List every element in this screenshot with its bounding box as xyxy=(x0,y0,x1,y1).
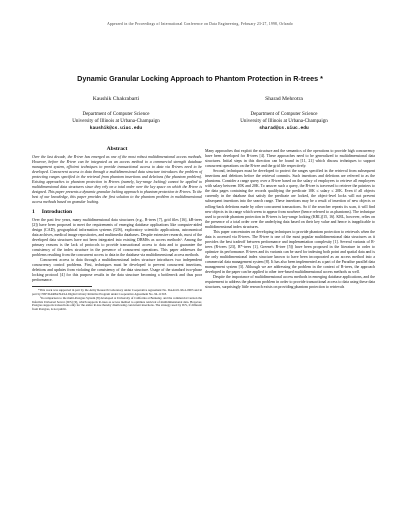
author-email: kaushik@cs.uiuc.edu xyxy=(89,126,143,131)
footnote-rule xyxy=(32,286,92,287)
intro-paragraph-2: Concurrent access to data through a multidimensional index structure introduces two independent concurrency control problems. First, techniques must be developed to prevent concurrent insertions, deletions and updates from violating the consistency of the data structure. Usage of the standard two-phase locking protocol [4] for this purpose results in the data structure becoming a bottleneck and thus poor performance. xyxy=(32,257,202,283)
section-number: 1 xyxy=(32,208,35,215)
left-column xyxy=(32,147,202,312)
right-paragraph-2: Second, techniques must be developed to protect the ranges specified in the retrieval from subsequent insertions and deletions before the retrieval commits. Such insertions and deletions are referred to as the phantoms. Consider a range query over a B-tree based on the salary of employees to retrieve all employees with salary between 10K and 20K. To answer such a query, the B-tree is traversed to retrieve the pointers to the data pages containing the records qualifying the predicate 10K ≤ salary ≤ 20K. Even if all objects currently in the database that satisfy the predicate are locked, the object-level locks will not prevent subsequent insertions into the search range. These insertions may be a result of insertion of new objects or rolling-back deletions made by other concurrent transactions. So if the searcher repeats its scan, it will find new objects in its range which seem to appear from nowhere (hence referred to as phantoms). The technique used to provide phantom protection in B-trees is key-range locking (KRL)[15, 16]. KRL, however, relies on the presence of a total order over the underlying data based on their key value and hence is inapplicable to multidimensional index structures. xyxy=(205,169,375,229)
author-block xyxy=(36,96,364,142)
right-paragraph-1: Many approaches that exploit the structure and the semantics of the operations to provide high concurrency have been developed for B-trees [4]. These approaches need to be generalized to multidimensional data structures. Initial steps in this direction can be found in [11, 21] which discuss techniques to support concurrent operations on the R-tree and the grid file respectively. xyxy=(205,149,375,169)
right-paragraph-4: Despite the importance of multidimensional access methods in emerging database applications, and the requirement to address the phantom problem in order to provide transactional access to data using these data structures, surprisingly little research exists on providing phantom protection to retrievals xyxy=(205,275,375,290)
author-dept: Department of Computer Science xyxy=(250,112,318,117)
author-univ: University of Illinois at Urbana-Champaign xyxy=(72,119,160,124)
author-email: sharad@cs.uiuc.edu xyxy=(259,126,309,131)
footnote-2: ¹In comparison to the multi-Postgres System [8] developed at University of California at Berkeley, and the commercial version the Informix Universal Server (IUS) [9], which supports R-trees as access method to optimize retrieval of multidimensional data. However, Postgres supports transactions only for the entire R-tree thereby disallowing concurrent insertions. The strategy used by IUS, if different from Postgres, is not public. xyxy=(32,295,202,312)
footnote-1: *This work was supported in part by the Army Research Laboratory under Cooperative Agreement No. DAAL01-96-2-0003 and in part by NSF/DARPA/NASA Digital Library Initiative Program under Cooperative Agreement No. 94-11318. xyxy=(32,288,202,296)
author-name: Sharad Mehrotra xyxy=(265,96,303,102)
right-column xyxy=(205,149,375,290)
author-univ: University of Illinois at Urbana-Champaign xyxy=(240,119,328,124)
abstract-heading: Abstract xyxy=(106,146,128,152)
section-title: Introduction xyxy=(41,208,73,215)
author-2 xyxy=(204,96,364,132)
section-heading-introduction xyxy=(32,210,202,215)
author-1 xyxy=(36,96,196,132)
author-name: Kaushik Chakrabarti xyxy=(92,96,140,102)
paper-title: Dynamic Granular Locking Approach to Phantom Protection in R-trees * xyxy=(77,74,323,83)
right-paragraph-3: This paper concentrates on developing techniques to provide phantom protection to retrievals when the data is accessed via R-trees. The R-tree is one of the most popular multidimensional data structures as it provides the best tradeoff between performance and implementation complexity [1]. Several variants of R-trees (R-trees [23], R*-trees [1], Greene's R-tree [5]) have been proposed in the literature in order to optimize its performance. R-trees and its variants can be used for indexing both point and spatial data and is the only multidimensional index structure known to have been incorporated as an access method into a commercial data management system [8]. It has also been implemented as a part of the Paradise parallel data management system [3]. Although we are addressing the problem in the context of R-trees, the approach developed in the paper can be applied to other tree-based multidimensional access methods as well. xyxy=(205,229,375,275)
abstract-text: Over the last decade, the R-tree has emerged as one of the most robust multidimensional access methods. However, before the R-tree can be integrated as an access method to a commercial strength database management system, efficient techniques to provide transactional access to data via R-trees need to be developed. Concurrent access to data through a multidimensional data structure introduces the problem of protecting ranges specified in the retrieval from phantom insertions and deletions (the phantom problem). Existing approaches to phantom protection in B-trees (namely, key-range locking) cannot be applied to multidimensional data structures since they rely on a total order over the key space on which the B-tree is designed. This paper presents a dynamic granular locking approach to phantom protection in R-trees. To the best of our knowledge, this paper provides the first solution to the phantom problem in multidimensional access methods based on granular locking. xyxy=(32,155,202,205)
footnotes xyxy=(32,289,202,312)
author-dept: Department of Computer Science xyxy=(82,112,150,117)
intro-paragraph-1: Over the past few years, many multidimensional data structures (e.g., R-trees [7], grid files [16], kB-trees [2]) have been proposed to meet the requirements of emerging database applications like computer-aided design (CAD), geographical information systems (GIS), exploratory scientific applications, astronomical data archives, medical image repositories, and multimedia databases. Despite extensive research, most of the developed data structures have not been integrated into existing DBMSs as access methods¹. Among the primary reasons is the lack of protocols to provide transactional access to data and to guarantee the consistency of the index structure in the presence of concurrent operations. This paper addresses the problems resulting from the concurrent access to data in the database via multidimensional access methods. xyxy=(32,217,202,257)
venue-header: Appeared in the Proceedings of International Conference on Data Engineering, February 23-27, 1998, Orlando xyxy=(107,22,293,26)
